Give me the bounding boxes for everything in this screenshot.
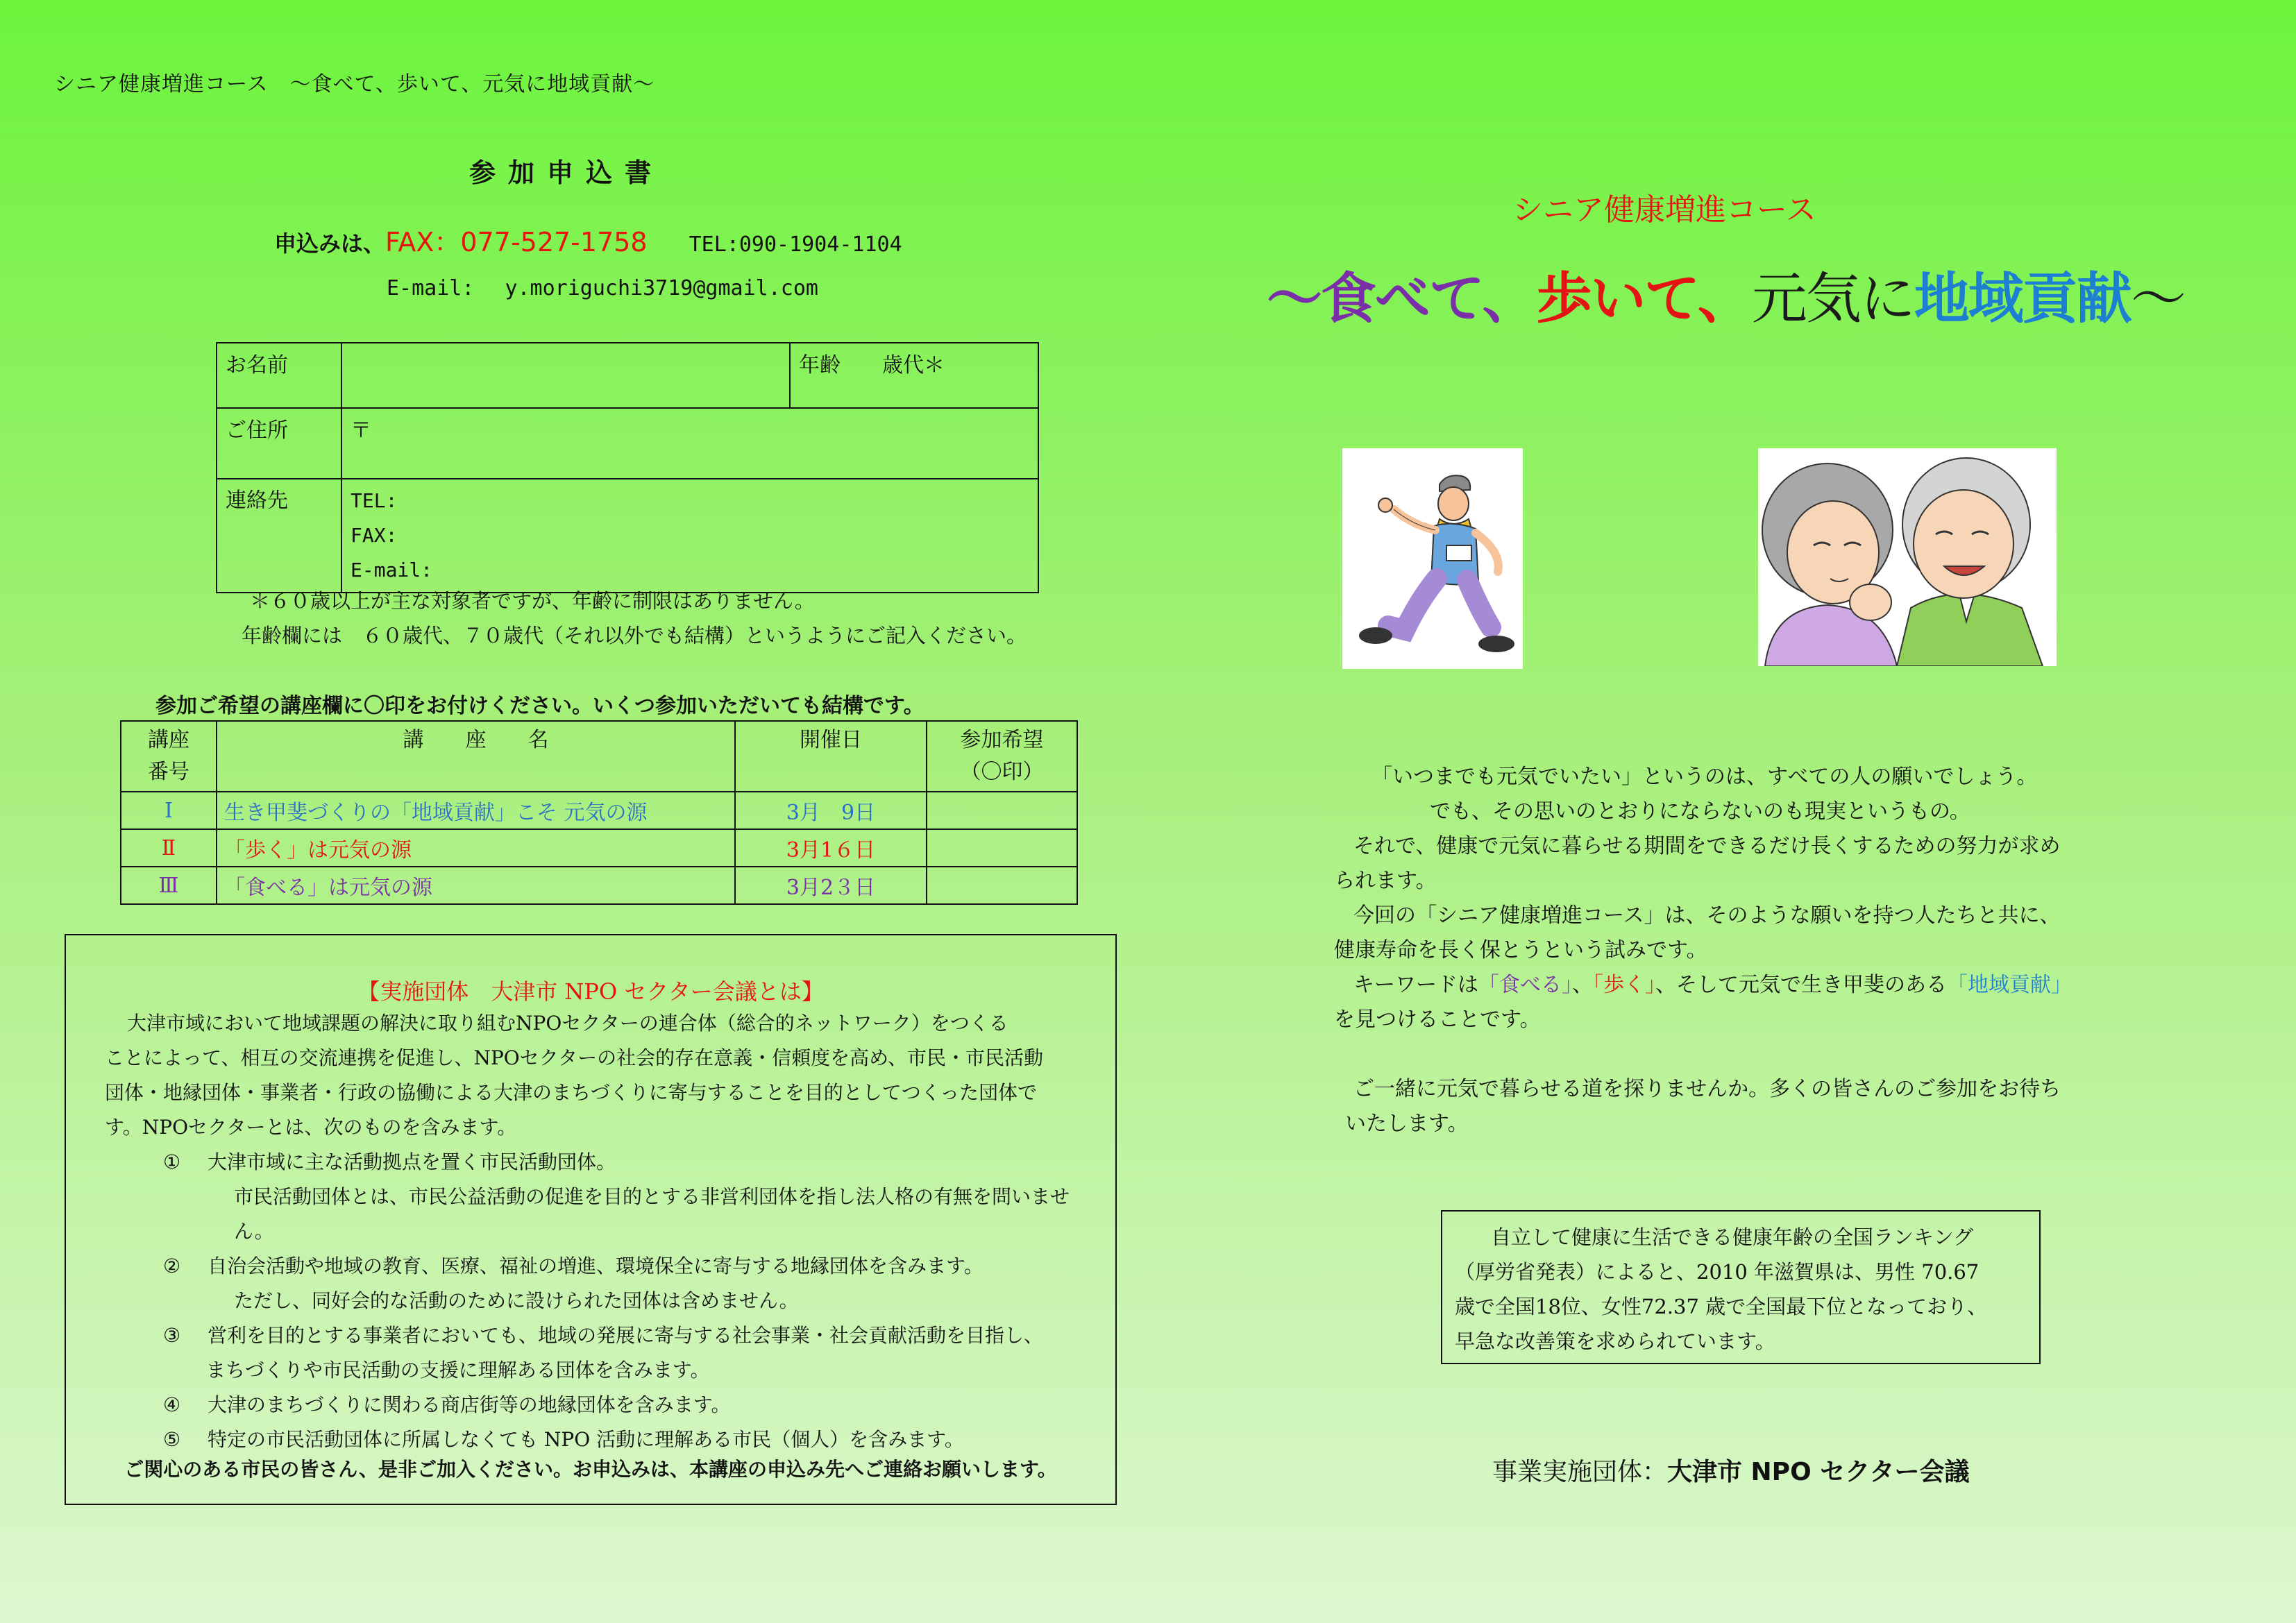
- apply-label: 申込みは、: [274, 230, 386, 257]
- contact-fax-label: FAX:: [351, 524, 398, 547]
- org-item-cont: ただし、同好会的な活動のために設けられた団体は含めません。: [234, 1289, 799, 1312]
- walking-man-illustration: [1342, 448, 1523, 669]
- closing-line: ご一緒に元気で暮らせる道を探りませんか。多くの皆さんのご参加をお待ち: [1353, 1077, 2061, 1101]
- tel-number: TEL:090-1904-1104: [689, 232, 902, 257]
- keyword-line: キーワードは「食べる」、「歩く」、そして元気で生き甲斐のある「地域貢献」: [1353, 973, 2072, 997]
- org-intro-line: 大津市域において地域課題の解決に取り組むNPOセクターの連合体（総合的ネットワーク）をつくる: [127, 1012, 1008, 1035]
- join-checkbox-cell[interactable]: [927, 867, 1077, 904]
- ranking-line: （厚労省発表）によると、2010 年滋賀県は、男性 70.67: [1455, 1260, 1980, 1284]
- address-field[interactable]: 〒: [341, 408, 1038, 479]
- age-note: ＊６０歳以上が主な対象者ですが、年齢に制限はありません。: [250, 589, 815, 613]
- contact-field[interactable]: [341, 479, 1038, 593]
- org-name: 大津市 NPO セクター会議: [1667, 1458, 1970, 1486]
- closing-line: いたします。: [1345, 1112, 1469, 1136]
- course-number: Ⅲ: [121, 867, 217, 904]
- course-name: 生き甲斐づくりの「地域貢献」こそ 元気の源: [217, 792, 735, 829]
- header-course-date: 開催日: [735, 721, 927, 792]
- application-form-table: [216, 342, 1039, 593]
- organization-footer: ご関心のある市民の皆さん、是非ご加入ください。お申込みは、本講座の申込み先へご連絡お願いします。: [124, 1458, 1057, 1481]
- organization-body: [105, 1006, 1090, 1457]
- ranking-box: [1441, 1210, 2041, 1364]
- apply-contact-line: [274, 221, 902, 259]
- header-join: 参加希望 （〇印）: [927, 721, 1077, 792]
- course-name: 「食べる」は元気の源: [217, 867, 735, 904]
- intro-line: 「いつまでも元気でいたい」というのは、すべての人の願いでしょう。: [1371, 765, 2038, 789]
- org-item: ① 大津市域に主な活動拠点を置く市民活動団体。: [163, 1150, 616, 1173]
- elderly-couple-illustration: [1758, 448, 2057, 666]
- course-number: Ⅱ: [121, 829, 217, 867]
- org-item-cont: まちづくりや市民活動の支援に理解ある団体を含みます。: [206, 1359, 710, 1382]
- org-item: ⑤ 特定の市民活動団体に所属しなくても NPO 活動に理解ある市民（個人）を含みます。: [163, 1428, 964, 1451]
- contact-email-label: E-mail:: [351, 559, 433, 581]
- name-field[interactable]: [341, 343, 790, 408]
- page-header: シニア健康増進コース ～食べて、歩いて、元気に地域貢献～: [54, 72, 655, 96]
- table-row: [121, 867, 1077, 904]
- course-number: Ⅰ: [121, 792, 217, 829]
- ranking-line: 歳で全国18位、女性72.37 歳で全国最下位となっており、: [1455, 1295, 1988, 1318]
- email-address: y.moriguchi3719@gmail.com: [505, 276, 818, 300]
- email-label: E-mail:: [387, 276, 475, 300]
- course-name: 「歩く」は元気の源: [217, 829, 735, 867]
- org-intro-line: す。NPOセクターとは、次のものを含みます。: [105, 1116, 517, 1139]
- header-course-name: 講 座 名: [217, 721, 735, 792]
- name-label: お名前: [217, 343, 341, 408]
- org-intro-line: 団体・地縁団体・事業者・行政の協働による大津のまちづくりに寄与することを目的としてつくった団体で: [105, 1081, 1038, 1104]
- cover-title: ～食べて、歩いて、元気に地域貢献～: [1267, 266, 2185, 331]
- email-line: [387, 276, 818, 300]
- header-course-number: 講座 番号: [121, 721, 217, 792]
- join-checkbox-cell[interactable]: [927, 792, 1077, 829]
- fax-number: FAX：077-527-1758: [385, 227, 648, 257]
- contact-tel-label: TEL:: [351, 489, 398, 512]
- course-table: [120, 720, 1078, 905]
- org-item: ③ 営利を目的とする事業者においても、地域の発展に寄与する社会事業・社会貢献活動を目指し、: [163, 1324, 1044, 1347]
- contact-label: 連絡先: [217, 479, 341, 593]
- organization-title: 【実施団体 大津市 NPO セクター会議とは】: [357, 978, 824, 1005]
- course-instruction: 参加ご希望の講座欄に〇印をお付けください。いくつ参加いただいても結構です。: [155, 694, 925, 718]
- intro-line: それで、健康で元気に暮らせる期間をできるだけ長くするための努力が求め: [1353, 834, 2061, 858]
- intro-line: 今回の「シニア健康増進コース」は、そのような願いを持つ人たちと共に、: [1353, 903, 2061, 928]
- implementing-organization: [1492, 1452, 1969, 1488]
- org-item-cont: 市民活動団体とは、市民公益活動の促進を目的とする非営利団体を指し法人格の有無を問いません。: [234, 1185, 1070, 1243]
- course-date: 3月 9日: [735, 792, 927, 829]
- ranking-line: 自立して健康に生活できる健康年齢の全国ランキング: [1491, 1225, 1974, 1249]
- org-intro-line: ことによって、相互の交流連携を促進し、NPOセクターの社会的存在意義・信頼度を高め、市民・市民活動: [105, 1046, 1044, 1069]
- form-title: 参加申込書: [469, 158, 664, 188]
- cover-intro: [1334, 760, 2139, 1141]
- intro-line: でも、その思いのとおりにならないのも現実というもの。: [1430, 799, 1970, 824]
- org-item: ④ 大津のまちづくりに関わる商店街等の地縁団体を含みます。: [163, 1393, 731, 1416]
- table-row: [121, 792, 1077, 829]
- table-row: [121, 829, 1077, 867]
- cover-subtitle: シニア健康増進コース: [1512, 192, 1816, 228]
- course-date: 3月2３日: [735, 867, 927, 904]
- organization-box: [65, 934, 1117, 1505]
- intro-line: 健康寿命を長く保とうという試みです。: [1334, 938, 1707, 962]
- org-item: ② 自治会活動や地域の教育、医療、福祉の増進、環境保全に寄与する地縁団体を含みます。: [163, 1255, 984, 1277]
- address-label: ご住所: [217, 408, 341, 479]
- ranking-line: 早急な改善策を求められています。: [1455, 1329, 1775, 1353]
- course-date: 3月1６日: [735, 829, 927, 867]
- keyword-line-cont: を見つけることです。: [1334, 1008, 1541, 1032]
- age-field[interactable]: 年齢 歳代＊: [790, 343, 1038, 408]
- intro-line: られます。: [1334, 869, 1437, 893]
- join-checkbox-cell[interactable]: [927, 829, 1077, 867]
- age-instruction-note: 年齢欄には ６０歳代、７０歳代（それ以外でも結構）というようにご記入ください。: [242, 624, 1027, 647]
- org-label: 事業実施団体：: [1492, 1458, 1668, 1486]
